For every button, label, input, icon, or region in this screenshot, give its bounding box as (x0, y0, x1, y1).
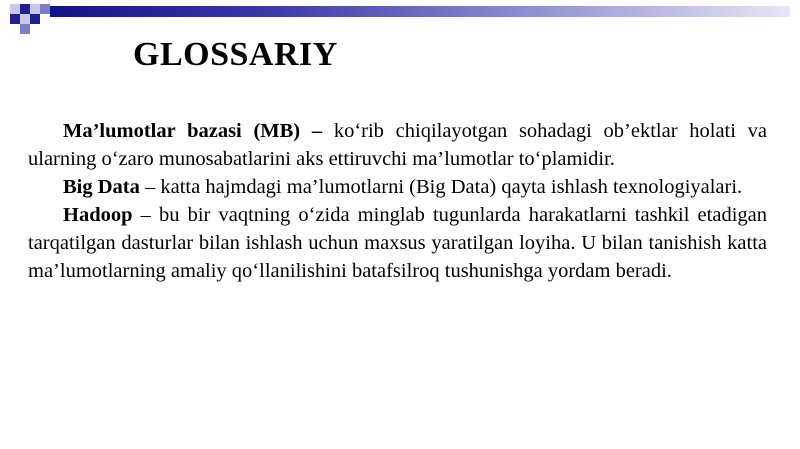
glossary-definition: – katta hajmdagi ma’lumotlarni (Big Data) qayta ishlash texnologiyalari. (139, 176, 743, 198)
glossary-term: Hadoop (63, 204, 133, 226)
glossary-term: Big Data (63, 176, 140, 198)
glossary-body (28, 117, 767, 285)
checker-square (40, 4, 50, 14)
header-gradient-bar (50, 6, 790, 17)
checker-square (20, 24, 30, 34)
checker-square (30, 4, 40, 14)
glossary-term: Ma’lumotlar bazasi (MB) – (63, 120, 323, 142)
checker-square (30, 14, 40, 24)
checker-square (10, 4, 20, 14)
checker-square (20, 4, 30, 14)
glossary-definition: ko‘rib chiqilayotgan sohadagi ob’ektlar holati va ularning o‘zaro munosabatlarini aks ettiruvchi ma’lumotlar to‘plamidir. (28, 120, 767, 170)
glossary-entry (28, 117, 767, 173)
checker-square (20, 14, 30, 24)
checker-square (10, 14, 20, 24)
glossary-entry (28, 201, 767, 285)
slide-title: GLOSSARIY (133, 36, 338, 73)
glossary-definition: – bu bir vaqtning o‘zida minglab tugunlarda harakatlarni tashkil etadigan tarqatilgan dasturlar bilan ishlash uchun maxsus yaratilgan loyiha. U bilan tanishish katta ma’lumotlarning amaliy qo‘llanilishini batafsilroq tushunishga yordam beradi. (28, 204, 767, 282)
glossary-entry (28, 173, 767, 201)
